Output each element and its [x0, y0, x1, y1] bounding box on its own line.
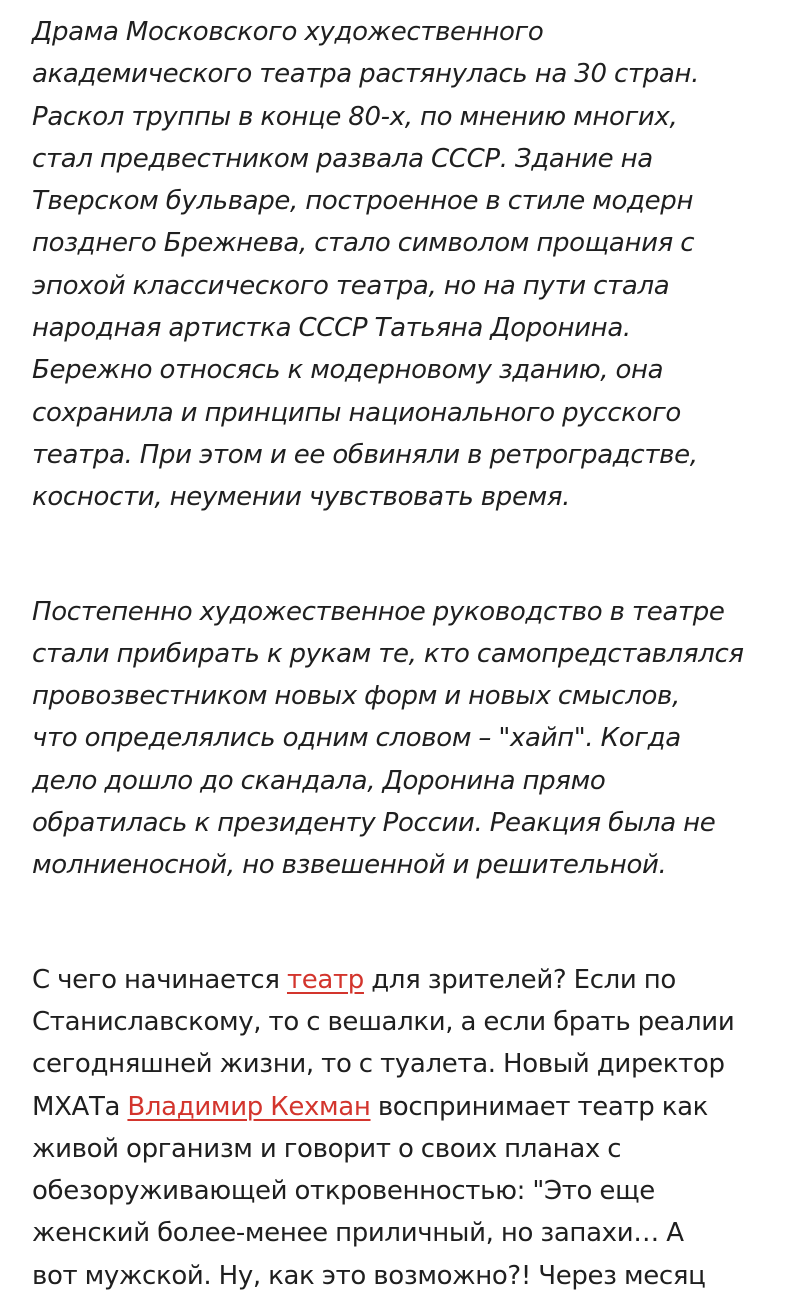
text-line: сегодняшней жизни, то с туалета. Новый директор: [32, 1049, 725, 1080]
text-line: провозвестником новых форм и новых смыслов,: [32, 681, 680, 712]
text-fragment: воспринимает театр как: [370, 1091, 709, 1122]
text-line: [32, 1086, 762, 1128]
intro-paragraph-1: [32, 11, 762, 519]
body-paragraph: [32, 959, 762, 1297]
text-line: что определялись одним словом – "хайп". Когда: [32, 723, 681, 754]
text-line: живой организм и говорит о своих планах с: [32, 1133, 622, 1164]
text-fragment: С чего начинается: [32, 964, 287, 995]
kekhman-link[interactable]: Владимир Кехман: [127, 1091, 371, 1122]
text-line: Станиславскому, то с вешалки, а если брать реалии: [32, 1006, 735, 1037]
text-line: академического театра растянулась на 30 стран.: [32, 59, 699, 90]
text-line: Бережно относясь к модерновому зданию, она: [32, 355, 664, 386]
text-line: народная артистка СССР Татьяна Доронина.: [32, 313, 631, 344]
article-body: [32, 11, 762, 1297]
text-fragment: для зрителей? Если по: [363, 964, 676, 995]
text-line: [32, 959, 762, 1001]
text-line: молниеносной, но взвешенной и решительной.: [32, 850, 667, 881]
text-fragment: МХАТа: [32, 1091, 128, 1122]
text-line: косности, неумении чувствовать время.: [32, 482, 571, 513]
text-line: стали прибирать к рукам те, кто самопредставлялся: [32, 638, 744, 669]
text-line: Постепенно художественное руководство в театре: [32, 596, 725, 627]
text-line: позднего Брежнева, стало символом прощания с: [32, 228, 695, 259]
text-line: женский более-менее приличный, но запахи… А: [32, 1218, 684, 1249]
text-line: эпохой классического театра, но на пути стала: [32, 270, 670, 301]
text-line: дело дошло до скандала, Доронина прямо: [32, 765, 606, 796]
text-line: обратилась к президенту России. Реакция была не: [32, 808, 716, 839]
text-line: обезоруживающей откровенностью: "Это еще: [32, 1176, 655, 1207]
intro-paragraph-2: [32, 591, 762, 887]
text-line: сохранила и принципы национального русского: [32, 397, 681, 428]
text-line: Раскол труппы в конце 80-х, по мнению многих,: [32, 101, 678, 132]
theatre-link[interactable]: театр: [286, 964, 364, 995]
text-line: Драма Московского художественного: [32, 17, 544, 47]
text-line: вот мужской. Ну, как это возможно?! Через месяц: [32, 1260, 706, 1291]
text-line: стал предвестником развала СССР. Здание на: [32, 143, 653, 174]
text-line: театра. При этом и ее обвиняли в ретроградстве,: [32, 439, 698, 470]
text-line: Тверском бульваре, построенное в стиле модерн: [32, 186, 694, 217]
